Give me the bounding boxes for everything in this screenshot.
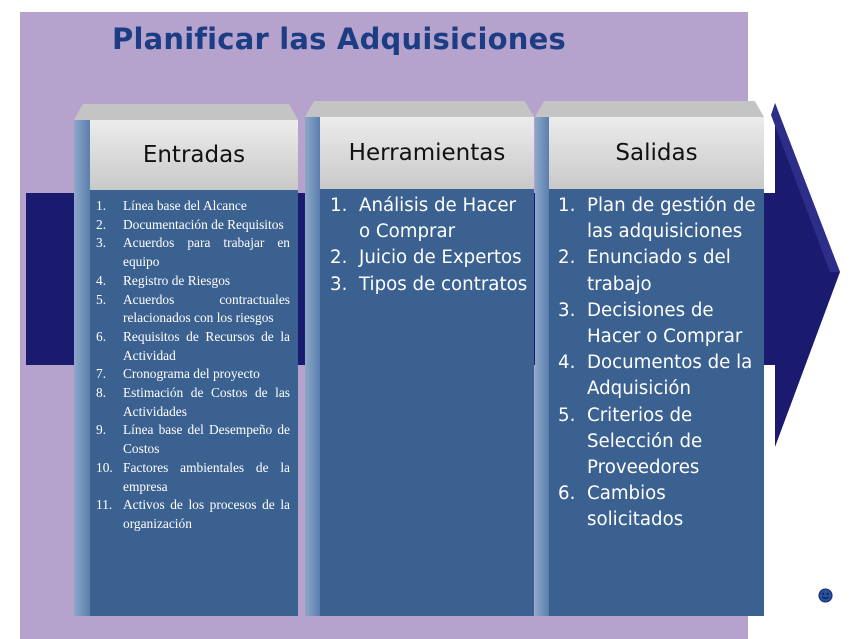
list-item: 1. Línea base del Alcance bbox=[96, 198, 247, 213]
list-item: 5. Acuerdos contractuales relacionados con los riesgos bbox=[96, 291, 290, 326]
list-item: 3. Acuerdos para trabajar en equipo bbox=[96, 235, 290, 270]
list-item: 6. Requisitos de Recursos de la Actividad bbox=[96, 328, 290, 363]
list-item: 2. Enunciado s del trabajo bbox=[558, 247, 731, 295]
list-item: 11. Activos de los procesos de la organización bbox=[96, 497, 290, 531]
smiley-icon[interactable] bbox=[818, 588, 833, 603]
list-item: 3. Decisiones de Hacer o Comprar bbox=[558, 299, 743, 348]
list-item: 1. Plan de gestión de las adquisiciones bbox=[558, 195, 756, 243]
list-item: 1. Análisis de Hacer o Comprar bbox=[330, 195, 517, 243]
input-list bbox=[96, 197, 290, 534]
list-item: 4. Registro de Riesgos bbox=[96, 272, 231, 288]
column-header: Entradas bbox=[90, 120, 298, 190]
column-top-bevel bbox=[305, 101, 534, 117]
list-item: 3. Tipos de contratos bbox=[330, 273, 528, 295]
list-item: 2. Juicio de Expertos bbox=[330, 247, 522, 269]
column-top-bevel bbox=[535, 101, 764, 117]
list-item: 6. Cambios solicitados bbox=[558, 483, 684, 531]
page-title: Planificar las Adquisiciones bbox=[112, 22, 566, 56]
column-body bbox=[90, 190, 298, 616]
list-item: 9. Línea base del Desempeño de Costos bbox=[96, 422, 290, 457]
list-item: 2. Documentación de Requisitos bbox=[96, 216, 284, 232]
column-side bbox=[535, 117, 549, 616]
list-item: 4. Documentos de la Adquisición bbox=[558, 352, 753, 400]
column-header: Salidas bbox=[549, 117, 764, 189]
list-item: 10. Factores ambientales de la empresa bbox=[96, 459, 290, 494]
column-top-bevel bbox=[74, 104, 298, 120]
output-list bbox=[558, 193, 760, 534]
column-header: Herramientas bbox=[320, 117, 534, 189]
column-body bbox=[549, 189, 764, 616]
list-item: 7. Cronograma del proyecto bbox=[96, 366, 260, 382]
column-side bbox=[74, 120, 90, 616]
list-item: 5. Criterios de Selección de Proveedores bbox=[558, 404, 703, 479]
column-body bbox=[320, 189, 534, 616]
column-side bbox=[305, 117, 320, 616]
tool-list bbox=[330, 193, 530, 298]
list-item: 8. Estimación de Costos de las Actividades bbox=[96, 385, 290, 419]
